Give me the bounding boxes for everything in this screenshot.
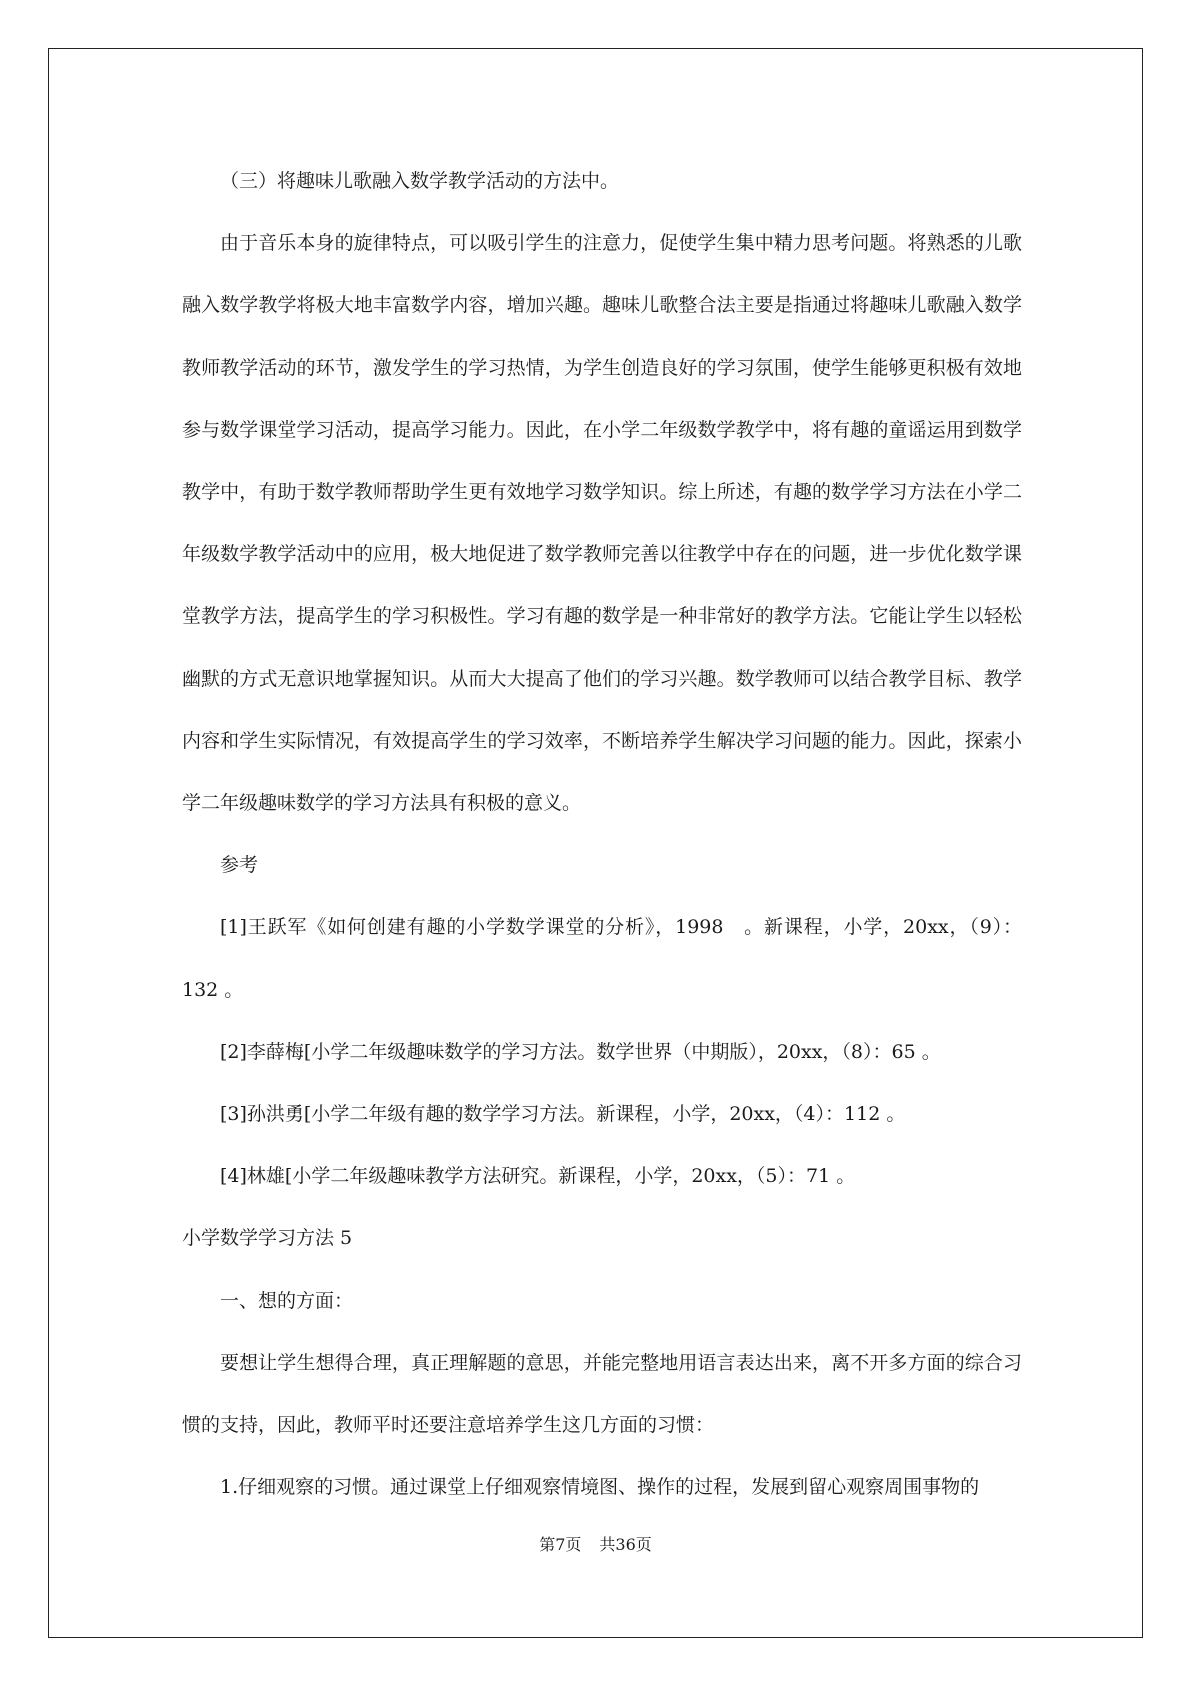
reference-item: [4]林雄[小学二年级趣味教学方法研究。新课程，小学，20xx，（5）：71 。 <box>220 1165 856 1188</box>
paragraph-3: 1.仔细观察的习惯。通过课堂上仔细观察情境图、操作的过程，发展到留心观察周围事物的 <box>220 1476 980 1499</box>
document-body <box>182 150 1022 1518</box>
section-heading: （三）将趣味儿歌融入数学教学活动的方法中。 <box>220 170 620 192</box>
page-footer <box>0 1532 1191 1555</box>
reference-item: [1]王跃军《如何创建有趣的小学数学课堂的分析》，1998 。新课程，小学，20xx，（9）：132 。 <box>182 916 1022 1001</box>
body-paragraph: 由于音乐本身的旋律特点，可以吸引学生的注意力，促使学生集中精力思考问题。将熟悉的儿歌融入数学教学将极大地丰富数学内容，增加兴趣。趣味儿歌整合法主要是指通过将趣味儿歌融入数学教师教学活动的环节，激发学生的学习热情，为学生创造良好的学习氛围，使学生能够更积极有效地参与数学课堂学习活动，提高学习能力。因此，在小学二年级数学教学中，将有趣的童谣运用到数学教学中，有助于数学教师帮助学生更有效地学习数学知识。综上所述，有趣的数学学习方法在小学二年级数学教学活动中的应用，极大地促进了数学教师完善以往教学中存在的问题，进一步优化数学课堂教学方法，提高学生的学习积极性。学习有趣的数学是一种非常好的教学方法。它能让学生以轻松幽默的方式无意识地掌握知识。从而大大提高了他们的学习兴趣。数学教师可以结合教学目标、教学内容和学生实际情况，有效提高学生的学习效率，不断培养学生解决学习问题的能力。因此，探索小学二年级趣味数学的学习方法具有积极的意义。 <box>182 232 1022 815</box>
page-number: 第7页 <box>539 1535 582 1554</box>
article-title: 小学数学学习方法 5 <box>182 1227 353 1250</box>
references-heading: 参考 <box>220 854 259 877</box>
reference-item: [3]孙洪勇[小学二年级有趣的数学学习方法。新课程，小学，20xx，（4）：112 。 <box>220 1103 906 1126</box>
total-pages: 共36页 <box>599 1535 652 1554</box>
reference-item: [2]李薛梅[小学二年级趣味数学的学习方法。数学世界（中期版），20xx，（8）：65 。 <box>220 1040 941 1063</box>
paragraph-2: 要想让学生想得合理，真正理解题的意思，并能完整地用语言表达出来，离不开多方面的综合习惯的支持，因此，教师平时还要注意培养学生这几方面的习惯： <box>182 1351 1022 1437</box>
sub-heading: 一、想的方面： <box>220 1289 354 1312</box>
